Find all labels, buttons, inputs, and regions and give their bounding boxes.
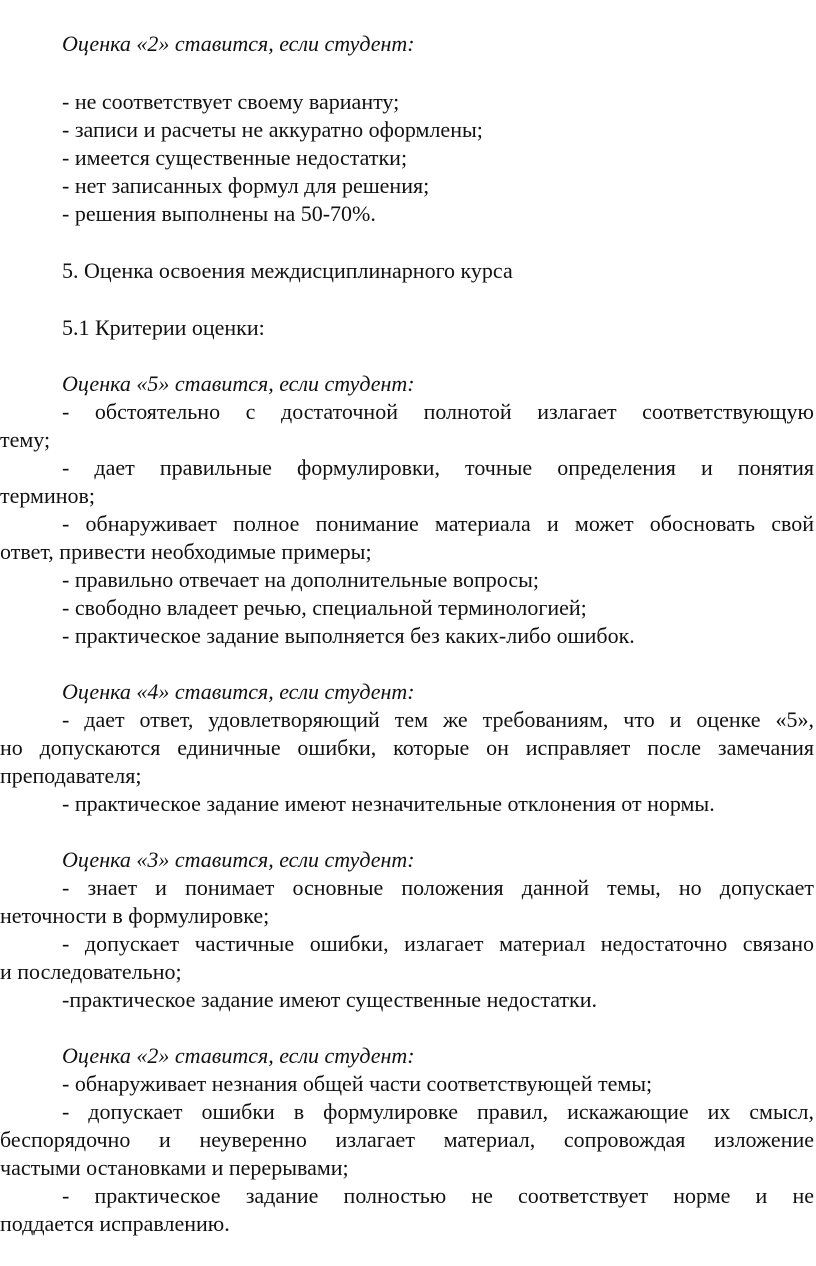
grade2-heading: Оценка «2» ставится, если студент: [62, 1043, 415, 1068]
grade2-item3-line2: поддается исправлению. [0, 1211, 230, 1236]
list-item: - имеется существенные недостатки; [62, 145, 408, 170]
grade5-item2-line2: терминов; [0, 483, 96, 508]
grade3-item2-line2: и последовательно; [0, 959, 182, 984]
grade5-item1-line2: тему; [0, 427, 51, 452]
section-subtitle: 5.1 Критерии оценки: [62, 315, 265, 340]
grade3-item2-line1: - допускает частичные ошибки, излагает материал недостаточно связано [62, 931, 814, 956]
grade5-item1-line1: - обстоятельно с достаточной полнотой излагает соответствующую [62, 399, 814, 424]
list-item: - нет записанных формул для решения; [62, 173, 430, 198]
grade5-item2-line1: - дает правильные формулировки, точные определения и понятия [62, 455, 814, 480]
grade5-item3-line1: - обнаруживает полное понимание материала и может обосновать свой [62, 511, 814, 536]
grade2-item3-line1: - практическое задание полностью не соответствует норме и не [62, 1183, 814, 1208]
grade2-practical-heading: Оценка «2» ставится, если студент: [62, 31, 415, 56]
grade4-item2: - практическое задание имеют незначительные отклонения от нормы. [62, 791, 715, 816]
grade5-heading: Оценка «5» ставится, если студент: [62, 371, 415, 396]
grade5-item5: - свободно владеет речью, специальной терминологией; [62, 595, 587, 620]
grade4-heading: Оценка «4» ставится, если студент: [62, 679, 415, 704]
grade4-item1-line3: преподавателя; [0, 763, 142, 788]
grade3-heading: Оценка «3» ставится, если студент: [62, 847, 415, 872]
grade5-item6: - практическое задание выполняется без каких-либо ошибок. [62, 623, 635, 648]
grade2-item2-line2: беспорядочно и неуверенно излагает материал, сопровождая изложение [0, 1127, 814, 1152]
grade2-item2-line1: - допускает ошибки в формулировке правил, искажающие их смысл, [62, 1099, 814, 1124]
list-item: - записи и расчеты не аккуратно оформлены; [62, 117, 483, 142]
grade3-item1-line1: - знает и понимает основные положения данной темы, но допускает [62, 875, 814, 900]
list-item: - решения выполнены на 50-70%. [62, 201, 376, 226]
grade3-item1-line2: неточности в формулировке; [0, 903, 270, 928]
grade3-item3: -практическое задание имеют существенные недостатки. [62, 987, 597, 1012]
grade4-item1-line1: - дает ответ, удовлетворяющий тем же требованиям, что и оценке «5», [62, 707, 814, 732]
grade4-item1-line2: но допускаются единичные ошибки, которые он исправляет после замечания [0, 735, 814, 760]
grade2-item1: - обнаруживает незнания общей части соответствующей темы; [62, 1071, 653, 1096]
grade2-item2-line3: частыми остановками и перерывами; [0, 1155, 349, 1180]
grade5-item4: - правильно отвечает на дополнительные вопросы; [62, 567, 539, 592]
grade5-item3-line2: ответ, привести необходимые примеры; [0, 539, 372, 564]
list-item: - не соответствует своему варианту; [62, 89, 400, 114]
section-title: 5. Оценка освоения междисциплинарного курса [62, 258, 513, 283]
